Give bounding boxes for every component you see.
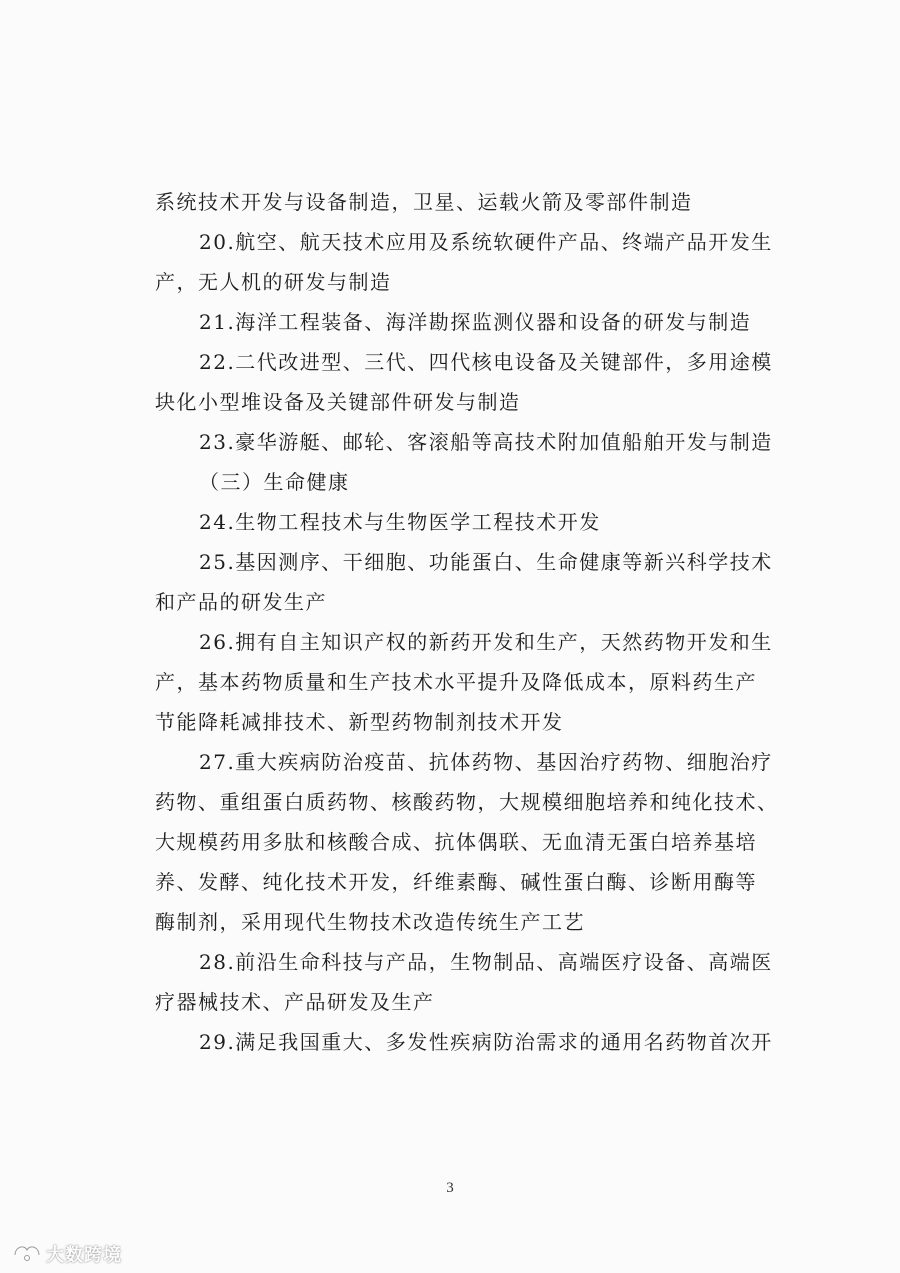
text-line-17: 大规模药用多肽和核酸合成、抗体偶联、无血清无蛋白培养基培: [155, 830, 757, 854]
document-body: [155, 182, 779, 1062]
text-line-18: 养、发酵、纯化技术开发，纤维素酶、碱性蛋白酶、诊断用酶等: [155, 870, 757, 894]
text-line-10: 25.基因测序、干细胞、功能蛋白、生命健康等新兴科学技术: [199, 550, 773, 574]
text-line-13: 产，基本药物质量和生产技术水平提升及降低成本，原料药生产: [155, 670, 757, 694]
text-line-22: 29.满足我国重大、多发性疾病防治需求的通用名药物首次开: [199, 1030, 773, 1054]
text-line-1: 系统技术开发与设备制造，卫星、运载火箭及零部件制造: [155, 190, 693, 214]
section-heading: （三）生命健康: [199, 470, 350, 494]
text-line-2: 20.航空、航天技术应用及系统软硬件产品、终端产品开发生: [199, 230, 773, 254]
text-line-4: 21.海洋工程装备、海洋勘探监测仪器和设备的研发与制造: [199, 310, 752, 334]
text-line-7: 23.豪华游艇、邮轮、客滚船等高技术附加值船舶开发与制造: [199, 430, 773, 454]
logo-icon: [12, 1241, 42, 1267]
text-line-19: 酶制剂，采用现代生物技术改造传统生产工艺: [155, 910, 585, 934]
text-line-15: 27.重大疾病防治疫苗、抗体药物、基因治疗药物、细胞治疗: [199, 750, 773, 774]
text-line-14: 节能降耗减排技术、新型药物制剂技术开发: [155, 710, 564, 734]
text-line-11: 和产品的研发生产: [155, 590, 327, 614]
text-line-5: 22.二代改进型、三代、四代核电设备及关键部件，多用途模: [199, 350, 773, 374]
watermark: [12, 1240, 122, 1268]
text-line-3: 产，无人机的研发与制造: [155, 270, 392, 294]
text-line-9: 24.生物工程技术与生物医学工程技术开发: [199, 510, 601, 534]
text-line-21: 疗器械技术、产品研发及生产: [155, 990, 435, 1014]
text-line-6: 块化小型堆设备及关键部件研发与制造: [155, 390, 521, 414]
watermark-text: 大数跨境: [46, 1245, 122, 1266]
page-number: 3: [446, 1180, 454, 1196]
text-line-20: 28.前沿生命科技与产品，生物制品、高端医疗设备、高端医: [199, 950, 773, 974]
text-line-12: 26.拥有自主知识产权的新药开发和生产，天然药物开发和生: [199, 630, 773, 654]
text-line-16: 药物、重组蛋白质药物、核酸药物，大规模细胞培养和纯化技术、: [155, 790, 779, 814]
